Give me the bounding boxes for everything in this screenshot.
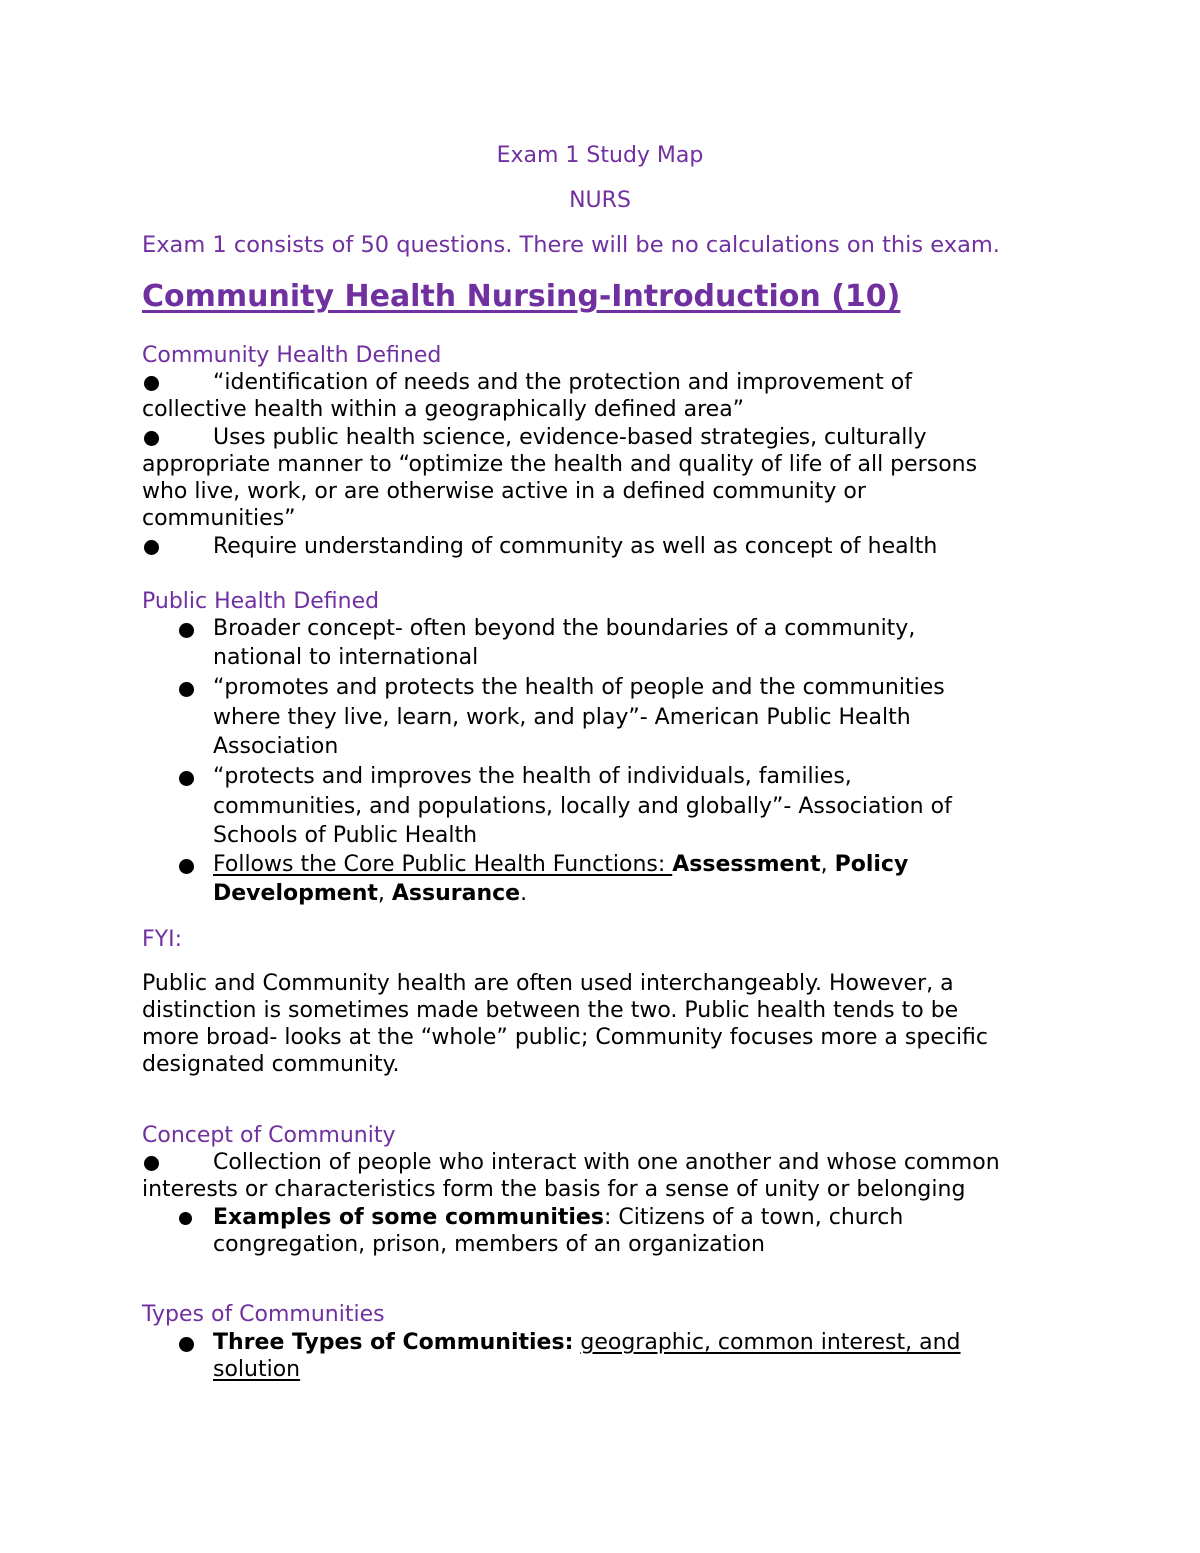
examples-label: Examples of some communities bbox=[213, 1205, 604, 1230]
functions-policy: Policy bbox=[834, 852, 909, 877]
exam-intro: Exam 1 consists of 50 questions. There will be no calculations on this exam. bbox=[142, 232, 1000, 258]
public-health-title: Public Health Defined bbox=[142, 589, 380, 614]
functions-assessment: Assessment bbox=[672, 852, 821, 877]
bullet-icon bbox=[179, 1337, 194, 1352]
functions-comma-1: , bbox=[820, 852, 835, 877]
ch-item-2-line-4: communities” bbox=[142, 506, 296, 531]
ch-item-1-line-2: collective health within a geographically defined area” bbox=[142, 397, 745, 422]
types-list: geographic, common interest, and bbox=[580, 1330, 961, 1355]
document-title: Exam 1 Study Map bbox=[496, 143, 704, 168]
fyi-line-2: distinction is sometimes made between the two. Public health tends to be bbox=[142, 998, 959, 1023]
functions-period: . bbox=[520, 881, 528, 906]
ph-item-3-line-3: Schools of Public Health bbox=[213, 823, 478, 848]
bullet-icon bbox=[179, 771, 194, 786]
functions-development: Development bbox=[213, 881, 378, 906]
bullet-icon bbox=[179, 859, 194, 874]
ch-item-2-line-1: Uses public health science, evidence-based strategies, culturally bbox=[213, 425, 927, 450]
section-heading: Community Health Nursing-Introduction (10) bbox=[142, 279, 901, 314]
types-list-cont: solution bbox=[213, 1357, 301, 1382]
fyi-title: FYI: bbox=[142, 927, 182, 952]
ph-item-2-line-2: where they live, learn, work, and play”- American Public Health bbox=[213, 705, 911, 730]
ph-item-1-line-2: national to international bbox=[213, 645, 479, 670]
cc-examples-line-1 bbox=[213, 1204, 903, 1231]
ph-item-3-line-2: communities, and populations, locally and globally”- Association of bbox=[213, 794, 952, 819]
cc-examples-line-2: congregation, prison, members of an organization bbox=[213, 1232, 765, 1257]
ch-item-2-line-2: appropriate manner to “optimize the health and quality of life of all persons bbox=[142, 452, 978, 477]
ph-item-1-line-1: Broader concept- often beyond the boundaries of a community, bbox=[213, 616, 916, 641]
bullet-icon bbox=[144, 431, 159, 446]
bullet-icon bbox=[144, 1156, 159, 1171]
fyi-line-3: more broad- looks at the “whole” public; Community focuses more a specific bbox=[142, 1025, 989, 1050]
functions-lead: Follows the Core Public Health Functions: bbox=[213, 852, 673, 877]
types-label: Three Types of Communities: bbox=[213, 1330, 574, 1355]
fyi-line-1: Public and Community health are often used interchangeably. However, a bbox=[142, 971, 954, 996]
ph-item-2-line-1: “promotes and protects the health of people and the communities bbox=[213, 675, 945, 700]
tc-line-1 bbox=[213, 1329, 961, 1356]
tc-line-2 bbox=[213, 1356, 300, 1383]
functions-comma-2: , bbox=[377, 881, 392, 906]
cc-item-line-1: Collection of people who interact with one another and whose common bbox=[213, 1150, 1000, 1175]
examples-text: : Citizens of a town, church bbox=[603, 1205, 904, 1230]
fyi-line-4: designated community. bbox=[142, 1052, 400, 1077]
bullet-icon bbox=[144, 376, 159, 391]
community-health-title: Community Health Defined bbox=[142, 343, 442, 368]
bullet-icon bbox=[179, 682, 194, 697]
ph-item-2-line-3: Association bbox=[213, 734, 339, 759]
cc-item-line-2: interests or characteristics form the basis for a sense of unity or belonging bbox=[142, 1177, 966, 1202]
ph-functions-line-2 bbox=[213, 880, 527, 907]
bullet-icon bbox=[179, 623, 194, 638]
ch-item-3-line-1: Require understanding of community as well as concept of health bbox=[213, 534, 938, 559]
types-communities-title: Types of Communities bbox=[142, 1302, 385, 1327]
ph-item-3-line-1: “protects and improves the health of individuals, families, bbox=[213, 764, 852, 789]
ph-functions-line-1 bbox=[213, 851, 908, 878]
bullet-icon bbox=[179, 1212, 192, 1225]
concept-community-title: Concept of Community bbox=[142, 1123, 396, 1148]
ch-item-1-line-1: “identification of needs and the protection and improvement of bbox=[213, 370, 912, 395]
course-code: NURS bbox=[569, 188, 631, 213]
ch-item-2-line-3: who live, work, or are otherwise active in a defined community or bbox=[142, 479, 866, 504]
bullet-icon bbox=[144, 540, 159, 555]
functions-assurance: Assurance bbox=[391, 881, 521, 906]
